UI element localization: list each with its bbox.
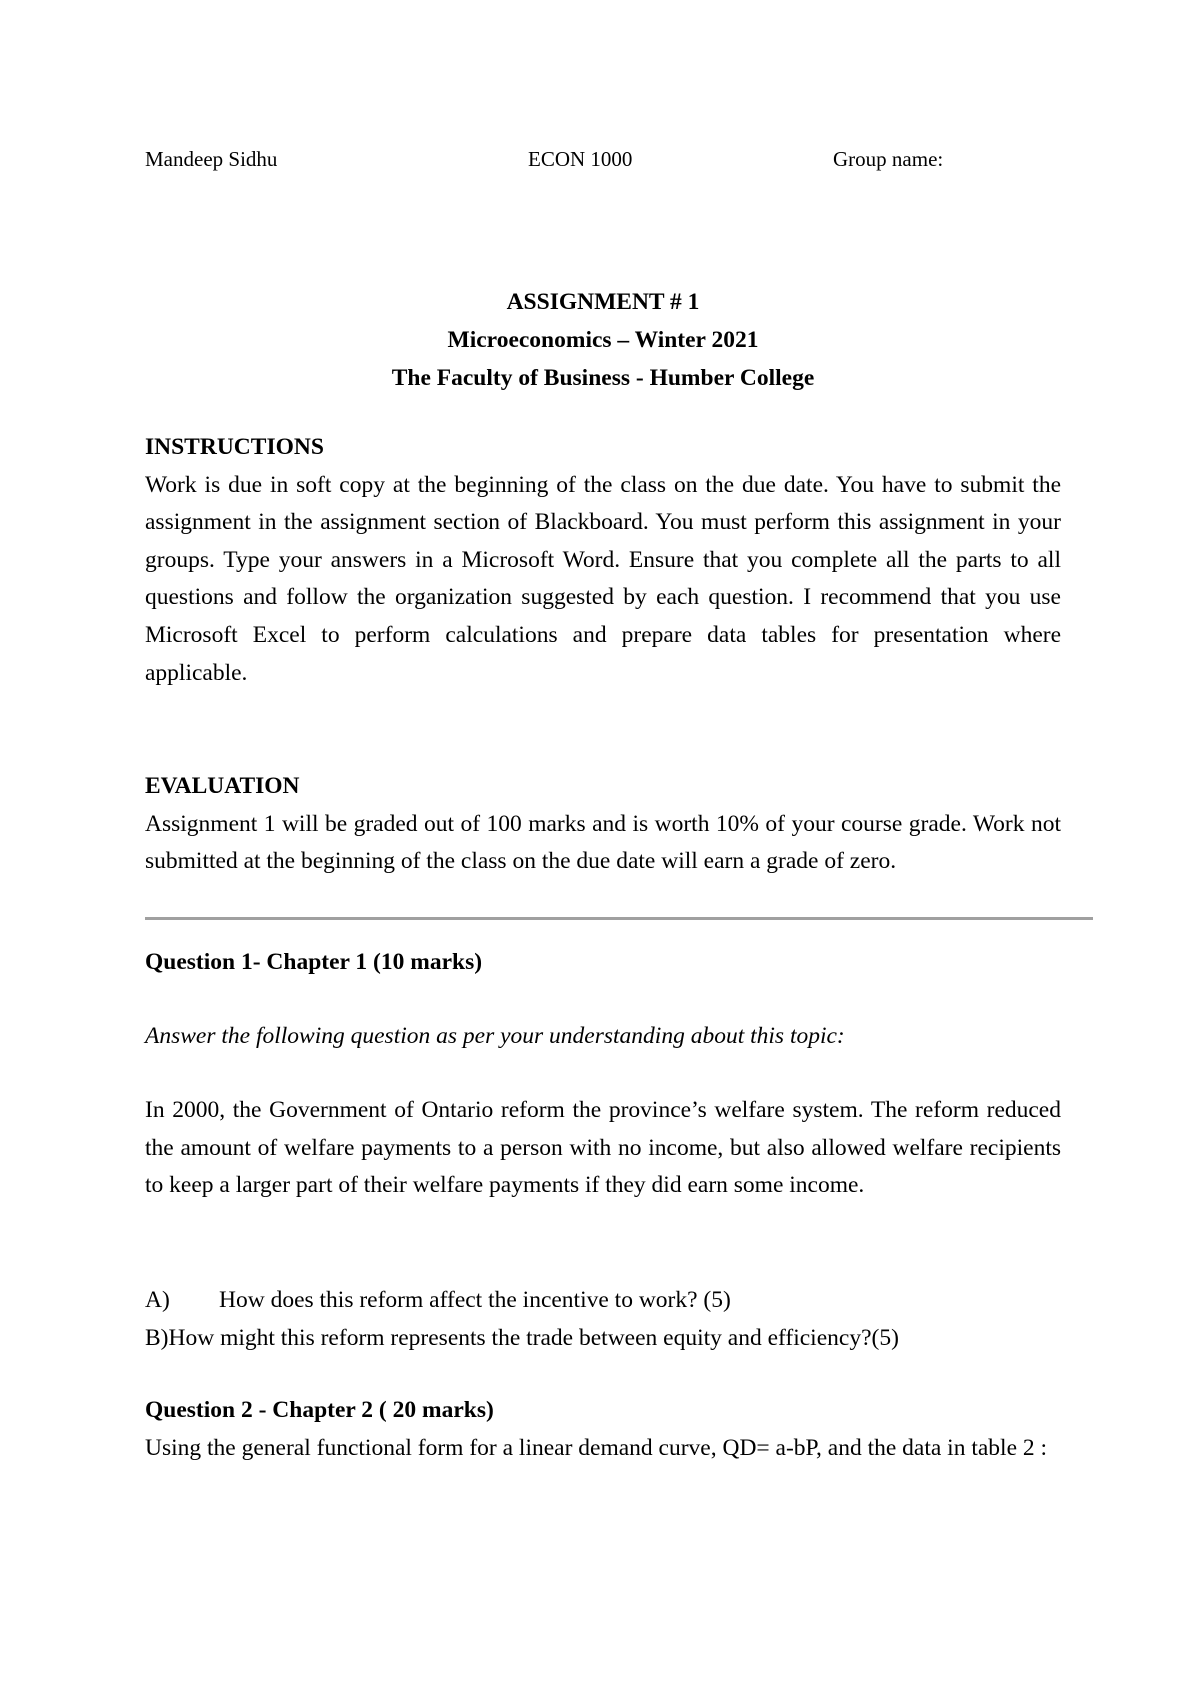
- question1-part-a: [145, 1282, 1061, 1320]
- course-code: ECON 1000: [528, 147, 633, 171]
- question1-text: In 2000, the Government of Ontario reform the province’s welfare system. The reform reduced the amount of welfare payments to a person with no income, but also allowed welfare recipients to keep a larger part of their welfare payments if they did earn some income.: [145, 1097, 1061, 1199]
- section-divider: [145, 917, 1093, 920]
- instructions-heading: INSTRUCTIONS: [145, 434, 324, 460]
- question1-part-b: B)How might this reform represents the trade between equity and efficiency?(5): [145, 1325, 899, 1351]
- evaluation-heading: EVALUATION: [145, 773, 300, 799]
- question2-text: Using the general functional form for a linear demand curve, QD= a-bP, and the data in table 2 :: [145, 1435, 1048, 1461]
- instructions-text: Work is due in soft copy at the beginning of the class on the due date. You have to submit the assignment in the assignment section of Blackboard. You must perform this assignment in your groups. Type your answers in a Microsoft Word. Ensure that you complete all the parts to all questions and follow the organization suggested by each question. I recommend that you use Microsoft Excel to perform calculations and prepare data tables for presentation where applicable.: [145, 471, 1061, 686]
- assignment-title-block: [145, 283, 1061, 397]
- part-a-text: How does this reform affect the incentive to work? (5): [219, 1287, 731, 1313]
- instructions-section: [145, 429, 1061, 692]
- evaluation-section: [145, 768, 1061, 881]
- question1-prompt: Answer the following question as per your understanding about this topic:: [145, 1023, 845, 1049]
- document-header: [145, 147, 1045, 177]
- group-name-label: Group name:: [833, 147, 944, 171]
- question1-heading: Question 1- Chapter 1 (10 marks): [145, 949, 483, 975]
- part-a-label: A): [145, 1287, 170, 1313]
- evaluation-text: Assignment 1 will be graded out of 100 marks and is worth 10% of your course grade. Work not submitted at the beginning of the class on the due date will earn a grade of zero.: [145, 810, 1061, 875]
- faculty-subtitle: The Faculty of Business - Humber College: [391, 365, 815, 391]
- assignment-title: ASSIGNMENT # 1: [506, 289, 700, 315]
- course-subtitle: Microeconomics – Winter 2021: [447, 327, 759, 353]
- question2-heading: Question 2 - Chapter 2 ( 20 marks): [145, 1397, 494, 1423]
- student-name: Mandeep Sidhu: [145, 147, 278, 171]
